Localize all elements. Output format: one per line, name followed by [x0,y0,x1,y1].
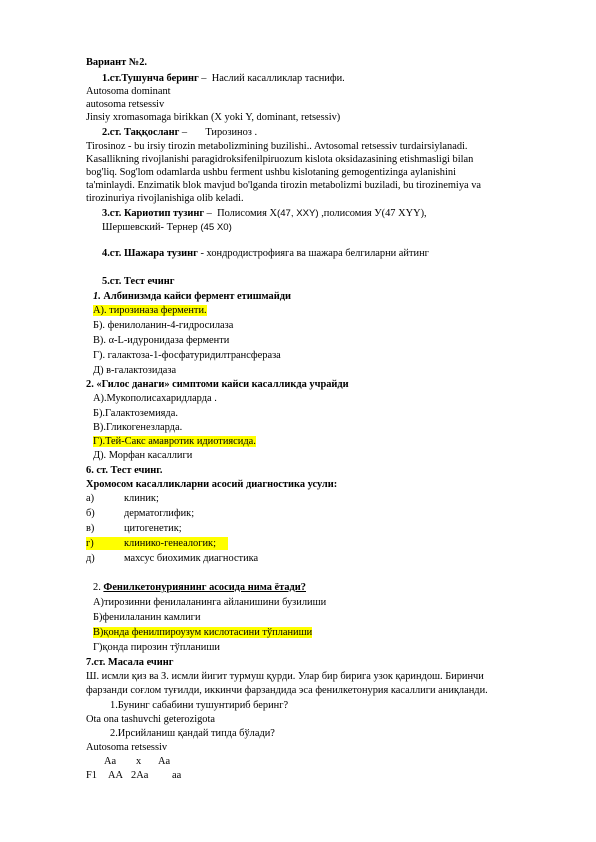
q6-subheading: Хромосом касалликларни асосий диагностика усули: [86,479,338,490]
q6-option: Г)қонда пирозин тўпланиши [93,642,220,653]
q6-option-text: цитогенетик; [124,523,182,534]
variant-heading: Вариант №2. [86,57,148,68]
q4-title: Шажара тузинг [123,248,198,259]
q6-option-text: клиник; [124,493,159,504]
q4-desc: - хондродистрофияга ва шажара белгиларни айтинг [197,248,429,259]
q5-option-correct: Г).Тей-Сакс амавротик идиотиясида. [93,436,256,447]
q1-dash: – [198,73,210,84]
q7-answer-2: Autosoma retsessiv [86,742,168,753]
q5-option: А).Мукополисахаридларда . [93,393,217,404]
q4-line [102,247,429,260]
q2-answer-line: Tirosinoz - bu irsiy tirozin metabolizmining buzilishi.. Avtosomal retsessiv turdairsiylanadi. [86,141,468,152]
q5-option: Б). фенилоланин-4-гидросилаза [93,320,234,331]
q3-line [102,207,427,220]
q7-subquestion-1: 1.Бунинг сабабини тушунтириб беринг? [110,700,289,711]
q2-line [102,126,257,139]
q5-option: В).Гликогенезларда. [93,422,183,433]
q7-parent-1: Aa [104,756,117,767]
q5-heading: 5.ст. Тест ечинг [102,276,175,287]
q7-problem-line: Ш. исмли қиз ва З. исмли йигит турмуш қурди. Улар бир бирига узок қариндош. Биринчи [86,671,484,682]
q3-line2 [102,221,232,234]
q6-option [93,626,312,639]
q7-f1-genotype: 2Aa [131,770,149,781]
q6-option-text: дерматоглифик; [124,508,195,519]
q2-title: Таққосланг [123,127,180,138]
q7-f1-genotype: aa [172,770,182,781]
q5-question-1 [93,290,291,303]
q7-answer-1: Ota ona tashuvchi geterozigota [86,714,215,725]
q2-answer-line: ta'minlaydi. Enzimatik blok mavjud bo'lganda tirozin metabolizmi buziladi, bu tirozinemiya va [86,180,482,191]
q1-answer-line: autosoma retsessiv [86,99,165,110]
q2-desc: Тирозиноз . [205,127,258,138]
q6-question-2-text: Фенилкетонуриянинг асосида нима ётади? [103,582,306,593]
q7-cross-parents [86,755,206,768]
q1-answer-line: Autosoma dominant [86,86,171,97]
q4-number: 4.ст. [102,248,122,259]
q7-f1-label: F1 [86,770,97,781]
q7-problem-line: фарзанди соғлом туғилди, иккинчи фарзандида эса фенилкетонурия касаллиги аниқланди. [86,685,488,696]
q5-option [93,435,256,448]
q3-desc-b: ,полисомия У [318,208,382,219]
q1-line [102,72,345,85]
q6-option-letter: б) [86,508,95,519]
q6-option-letter: г) [86,538,94,549]
q5-option: Д). Морфан касаллиги [93,450,193,461]
q3-number: 3.ст. [102,208,122,219]
q6-option-correct [86,537,228,550]
q6-option-text: махсус биохимик диагностика [124,553,259,564]
q5-option: В). α-L-идуронидаза ферменти [93,335,230,346]
q1-desc: Наслий касалликлар таснифи. [211,73,345,84]
q5-question-2: 2. «Гилос данаги» симптоми кайси касалликда учрайди [86,379,349,390]
q5-option: Д) в-галактозидаза [93,365,177,376]
q1-answer-line: Jinsiy xromasomaga birikkan (X yoki Y, dominant, retsessiv) [86,112,341,123]
q6-option-letter: д) [86,553,95,564]
q1-number: 1.ст. [102,73,122,84]
q5-option: Г). галактоза-1-фосфатуридилтрансфераза [93,350,281,361]
q6-option-correct: В)қонда фенилпироузум кислотасини тўпланиши [93,627,313,638]
q6-heading: 6. ст. Тест ечинг. [86,465,163,476]
q7-f1-line [86,769,206,782]
q5-question-1-number: 1. [93,291,101,302]
q7-subquestion-2: 2.Ирсийланиш қандай типда бўлади? [110,728,275,739]
q3-turner-karyotype: (45 X0) [200,222,232,233]
q6-question-2-number: 2. [93,582,104,593]
q1-title: Тушунча беринг [121,73,199,84]
q3-karyotype-a: (47, XXY) [277,208,319,219]
q6-question-2 [93,581,306,594]
q7-cross-symbol: x [136,756,142,767]
q3-desc-a: Полисомия Х [217,208,277,219]
q3-turner-label: Шершевский- Тернер [102,222,201,233]
q3-dash: – [204,208,215,219]
q3-title: Кариотип тузинг [123,208,205,219]
q6-option: Б)фенилаланин камлиги [93,612,201,623]
q3-karyotype-b: (47 XYY), [381,208,427,219]
q6-option: А)тирозинни фенилаланинга айланишини бузилиши [93,597,327,608]
q6-option-letter: а) [86,493,95,504]
q5-option-correct: А). тирозиназа ферменти. [93,305,207,316]
q7-heading: 7.ст. Масала ечинг [86,657,174,668]
q2-answer-line: Kasallikning rivojlanishi paragidroksifenilpiruozum kislota oksidazasining etishmasligi bilan [86,154,474,165]
q7-parent-2: Aa [158,756,171,767]
q2-number: 2.ст. [102,127,122,138]
q5-option [93,304,207,317]
q2-answer-line: bog'liq. Sog'lom odamlarda ushbu ferment ushbu kislotaning gemogentizinga aylanishini [86,167,456,178]
q6-option-letter: в) [86,523,95,534]
q5-question-1-text: Албинизмда кайси фермент етишмайди [100,291,291,302]
q2-answer-line: tirozinuriya rivojlanishiga olib keladi. [86,193,244,204]
q5-option: Б).Галактоземияда. [93,408,178,419]
q7-f1-genotype: AA [108,770,124,781]
q2-dash: – [179,127,190,138]
q6-option-text: клинико-генеалогик; [124,538,216,549]
